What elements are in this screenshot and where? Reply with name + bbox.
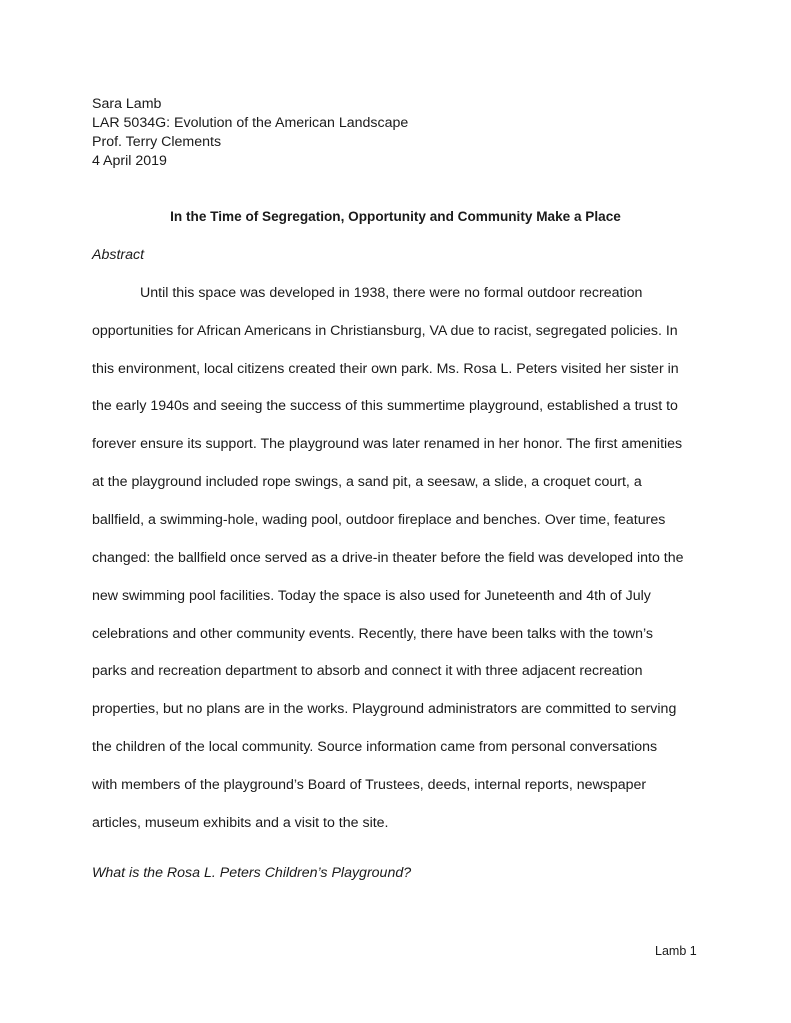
document-title: In the Time of Segregation, Opportunity and Community Make a Place [170, 209, 621, 224]
abstract-line: new swimming pool facilities. Today the space is also used for Juneteenth and 4th of July [92, 588, 651, 604]
abstract-line: celebrations and other community events. Recently, there have been talks with the town’s [92, 626, 653, 642]
abstract-line: properties, but no plans are in the works. Playground administrators are committed to serving [92, 701, 677, 717]
abstract-line: changed: the ballfield once served as a drive-in theater before the field was developed into the [92, 550, 684, 566]
page-number: Lamb 1 [655, 944, 697, 958]
abstract-line: the early 1940s and seeing the success of this summertime playground, established a trust to [92, 398, 678, 414]
section-heading: What is the Rosa L. Peters Children’s Playground? [92, 865, 412, 881]
abstract-line: the children of the local community. Source information came from personal conversations [92, 739, 658, 755]
abstract-line: at the playground included rope swings, a sand pit, a seesaw, a slide, a croquet court, a [92, 474, 642, 490]
professor-name: Prof. Terry Clements [92, 134, 222, 150]
abstract-line: articles, museum exhibits and a visit to the site. [92, 815, 389, 831]
course-name: LAR 5034G: Evolution of the American Landscape [92, 115, 409, 131]
abstract-line: forever ensure its support. The playground was later renamed in her honor. The first amenities [92, 436, 683, 452]
abstract-line: parks and recreation department to absorb and connect it with three adjacent recreation [92, 663, 643, 679]
abstract-line: opportunities for African Americans in Christiansburg, VA due to racist, segregated policies. In [92, 323, 678, 339]
abstract-line: Until this space was developed in 1938, there were no formal outdoor recreation [140, 285, 643, 301]
author-name: Sara Lamb [92, 96, 162, 112]
abstract-line: with members of the playground’s Board of Trustees, deeds, internal reports, newspaper [92, 777, 647, 793]
document-date: 4 April 2019 [92, 153, 167, 169]
abstract-line: this environment, local citizens created their own park. Ms. Rosa L. Peters visited her sister in [92, 361, 679, 377]
abstract-heading: Abstract [92, 247, 145, 263]
abstract-line: ballfield, a swimming-hole, wading pool, outdoor fireplace and benches. Over time, features [92, 512, 666, 528]
